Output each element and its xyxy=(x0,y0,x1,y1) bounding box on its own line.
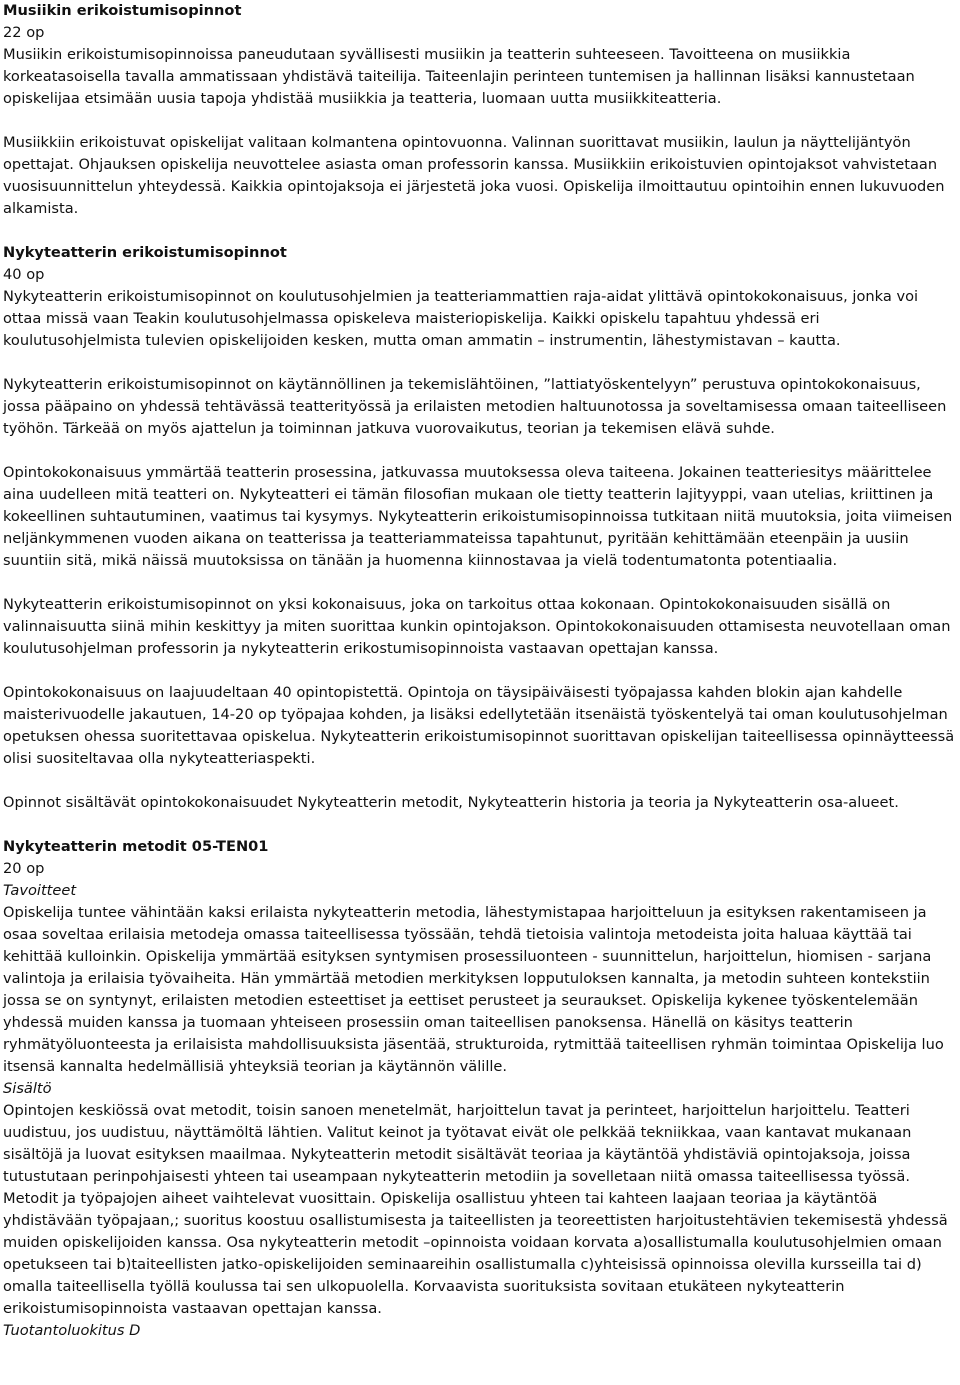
paragraph: Opintokokonaisuus ymmärtää teatterin prosessina, jatkuvassa muutoksessa oleva taiteena. Jokainen teatteriesitys määrittelee aina uudelleen mitä teatteri on. Nykyteatteri ei tämän filosofian mukaan ole tietty teatterin lajityyppi, vaan utelias, kriittinen ja kokeellinen suhtautuminen, vaatimus tai kysymys. Nykyteatterin erikoistumisopinnoissa tutkitaan niitä muutoksia, joita viimeisen neljänkymmenen vuoden aikana on teatterissa ja teatteriammateissa tapahtunut, pyritään kehittämään eteenpäin ja uusiin suuntiin sitä, mikä näissä muutoksissa on tänään ja huomenna kiinnostavaa ja vielä todentumatonta potentiaalia. xyxy=(3,464,953,569)
section-title: Nykyteatterin erikoistumisopinnot xyxy=(3,244,287,261)
section-metodit xyxy=(3,836,957,1342)
sisalto-label: Sisältö xyxy=(3,1080,52,1097)
credits: 22 op xyxy=(3,24,45,41)
sisalto-text: Opintojen keskiössä ovat metodit, toisin sanoen menetelmät, harjoittelun tavat ja perinteet, harjoittelun harjoittelu. Teatteri uudistuu, jos uudistuu, näyttämöltä lähtien. Valitut keinot ja työtavat eivät ole pelkkää tekniikkaa, vaan kantavat mukanaan sisältöjä ja luovat esityksen maailmaa. Nykyteatterin metodit sisältävät teoriaa ja käytäntöä yhdistäviä opintojaksoja, joissa tutustutaan perinpohjaisesti yhteen tai useampaan nykyteatterin metodiin ja sovelletaan niitä omassa taiteellisessa työssä. Metodit ja työpajojen aiheet vaihtelevat vuosittain. Opiskelija osallistuu yhteen tai kahteen laajaan teoriaa ja käytäntöä yhdistävään työpajaan,; suoritus koostuu osallistumisesta ja taiteellisten ja teoreettisten harjoitustehtävien tekemisestä yhdessä muiden opiskelijoiden kanssa. Osa nykyteatterin metodit –opinnoista voidaan korvata a)osallistumalla koulutusohjelmien omaan opetukseen tai b)taiteellisten jatko-opiskelijoiden seminaareihin osallistumalla c)yhteisissä opinnoissa olevilla kursseilla tai d) omalla taiteellisella työllä koulussa tai sen ulkopuolella. Korvaavista suorituksista sovitaan etukäteen nykyteatterin erikoistumisopinnoista vastaavan opettajan kanssa. xyxy=(3,1102,948,1317)
section-nykyteatteri xyxy=(3,242,957,814)
credits: 20 op xyxy=(3,860,45,877)
section-title: Musiikin erikoistumisopinnot xyxy=(3,2,242,19)
paragraph: Nykyteatterin erikoistumisopinnot on käytännöllinen ja tekemislähtöinen, ”lattiatyöskentelyyn” perustuva opintokokonaisuus, jossa pääpaino on yhdessä tehtävässä teatterityössä ja erilaisten metodien haltuunotossa ja soveltamisessa omaan taiteelliseen työhön. Tärkeää on myös ajattelun ja toiminnan jatkuva vuorovaikutus, teorian ja tekemisen elävä suhde. xyxy=(3,376,947,437)
paragraph: Opintokokonaisuus on laajuudeltaan 40 opintopistettä. Opintoja on täysipäiväisesti työpajassa kahden blokin ajan kahdelle maisterivuodelle jakautuen, 14-20 op työpajaa kohden, ja lisäksi edellytetään itsenäistä työskentelyä tai oman koulutusohjelman opetuksen ohessa suoritettavaa opiskelua. Nykyteatterin erikoistumisopinnot suorittavan opiskelijan taiteellisessa opinnäytteessä olisi suositeltavaa olla nykyteatteriaspekti. xyxy=(3,684,955,767)
paragraph: Musiikkiin erikoistuvat opiskelijat valitaan kolmantena opintovuonna. Valinnan suorittavat musiikin, laulun ja näyttelijäntyön opettajat. Ohjauksen opiskelija neuvottelee asiasta oman professorin kanssa. Musiikkiin erikoistuvien opintojaksot vahvistetaan vuosisuunnittelun yhteydessä. Kaikkia opintojaksoja ei järjestetä joka vuosi. Opiskelija ilmoittautuu opintoihin ennen lukuvuoden alkamista. xyxy=(3,134,945,217)
credits: 40 op xyxy=(3,266,45,283)
tavoitteet-label: Tavoitteet xyxy=(3,882,77,899)
paragraph: Nykyteatterin erikoistumisopinnot on koulutusohjelmien ja teatteriammattien raja-aidat ylittävä opintokokonaisuus, jonka voi ottaa missä vaan Teakin koulutusohjelmassa opiskeleva maisteriopiskelija. Kaikki opiskelu tapahtuu yhdessä eri koulutusohjelmista tulevien opiskelijoiden kesken, mutta oman ammatin – instrumentin, lähestymistavan – kautta. xyxy=(3,288,919,349)
paragraph: Opinnot sisältävät opintokokonaisuudet Nykyteatterin metodit, Nykyteatterin historia ja teoria ja Nykyteatterin osa-alueet. xyxy=(3,794,899,811)
paragraph: Musiikin erikoistumisopinnoissa paneudutaan syvällisesti musiikin ja teatterin suhteeseen. Tavoitteena on musiikkia korkeatasoisella tavalla ammatissaan yhdistävä taiteilija. Taiteenlajin perinteen tuntemisen ja hallinnan lisäksi kannustetaan opiskelijaa etsimään uusia tapoja yhdistää musiikkia ja teatteria, luomaan uutta musiikkiteatteria. xyxy=(3,46,915,107)
paragraph: Nykyteatterin erikoistumisopinnot on yksi kokonaisuus, joka on tarkoitus ottaa kokonaan. Opintokokonaisuuden sisällä on valinnaisuutta siinä mihin keskittyy ja miten suorittaa kunkin opintojakson. Opintokokonaisuuden ottamisesta neuvotellaan oman koulutusohjelman professorin ja nykyteatterin erikostumisopinnoista vastaavan opettajan kanssa. xyxy=(3,596,951,657)
section-musiikki xyxy=(3,0,957,220)
section-title: Nykyteatterin metodit 05-TEN01 xyxy=(3,838,269,855)
tuotantoluokitus-label: Tuotantoluokitus D xyxy=(3,1322,141,1339)
tavoitteet-text: Opiskelija tuntee vähintään kaksi erilaista nykyteatterin metodia, lähestymistapaa harjoitteluun ja esityksen rakentamiseen ja osaa soveltaa erilaisia metodeja omassa taiteellisessa työssään, tehdä tietoisia valintoja metodeista joita haluaa käyttää tai kehittää kulloinkin. Opiskelija ymmärtää esityksen syntymisen prosessiluonteen - suunnittelun, harjoittelun, hiomisen - sarjana valintoja ja erilaisia työvaiheita. Hän ymmärtää metodien merkityksen lopputuloksen kannalta, ja metodin suhteen kontekstiin jossa se on syntynyt, erilaisten metodien esteettiset ja eettiset perusteet ja seuraukset. Opiskelija kykenee työskentelemään yhdessä muiden kanssa ja tuomaan yhteiseen prosessiin oman taiteellisen panoksensa. Hänellä on käsitys teatterin ryhmätyöluonteesta ja erilaisista mahdollisuuksista jäsentää, strukturoida, rytmittää taiteellisen ryhmän toimintaa Opiskelija luo itsensä kannalta hedelmällisiä yhteyksiä teorian ja käytännön välille. xyxy=(3,904,944,1075)
